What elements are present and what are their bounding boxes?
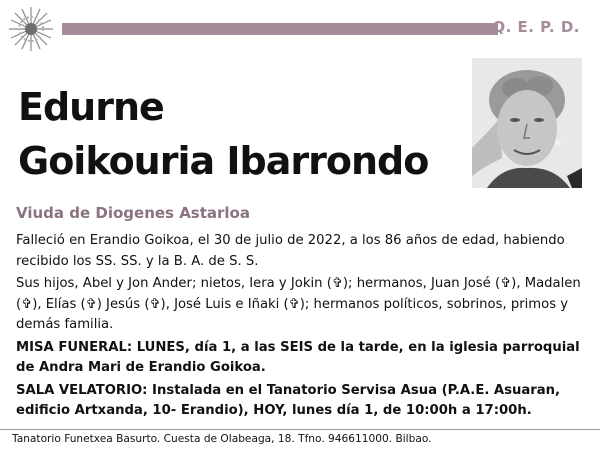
- funeral-mass: MISA FUNERAL: LUNES, día 1, a las SEIS de la tarde, en la iglesia parroquial de Andra Mari de Erandio Goikoa.: [16, 339, 580, 375]
- qepd-label: Q. E. P. D.: [492, 18, 580, 36]
- funeral-home-footer: Tanatorio Funetxea Basurto. Cuesta de Olabeaga, 18. Tfno. 946611000. Bilbao.: [12, 433, 432, 445]
- olive-branch-icon: [6, 4, 56, 54]
- header-bar: [62, 23, 498, 35]
- portrait-photo: [472, 58, 582, 188]
- portrait-photo-icon: [472, 58, 582, 188]
- footer-divider: [0, 429, 600, 430]
- name-line-2: Goikouria Ibarrondo: [18, 139, 429, 183]
- obituary-body: [16, 231, 584, 424]
- name-line-1: Edurne: [18, 85, 164, 129]
- death-announcement: Falleció en Erandio Goikoa, el 30 de julio de 2022, a los 86 años de edad, habiendo recibido los SS. SS. y la B. A. de S. S.: [16, 233, 565, 269]
- deceased-name: [18, 80, 468, 188]
- wake-room: SALA VELATORIO: Instalada en el Tanatorio Servisa Asua (P.A.E. Asuaran, edificio Artxanda, 10- Erandio), HOY, lunes día 1, de 10:00h a 17:00h.: [16, 382, 561, 418]
- family-list: Sus hijos, Abel y Jon Ander; nietos, Iera y Jokin (✞); hermanos, Juan José (✞), Madalen (✞), Elías (✞) Jesús (✞), José Luis e Iñaki (✞); hermanos políticos, sobrinos, primos y demás familia.: [16, 276, 581, 332]
- widow-of-subtitle: Viuda de Diogenes Astarloa: [16, 204, 250, 222]
